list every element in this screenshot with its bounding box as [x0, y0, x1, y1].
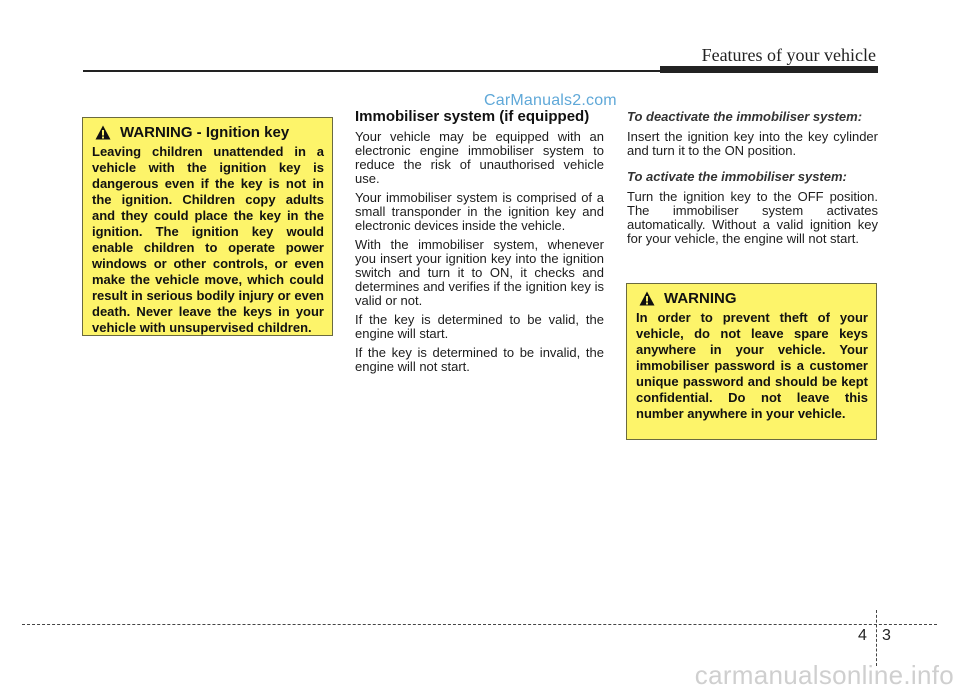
activation-section [627, 110, 878, 251]
page-number: 3 [882, 627, 891, 644]
activate-text: Turn the ignition key to the OFF position. The immobiliser system activates automatically. Without a valid ignition key for your vehicle, the engine will not start. [627, 189, 878, 246]
warning-body: Leaving children unattended in a vehicle with the ignition key is dangerous even if the key is not in the ignition. Children copy adults and they could place the key in the ignition. The ignition key would enable children to operate power windows or other controls, or even make the vehicle move, which could result in serious bodily injury or even death. Never leave the keys in your vehicle with unsupervised children. [92, 144, 324, 335]
footer-rule [22, 624, 937, 625]
paragraph: If the key is determined to be valid, the engine will start. [355, 312, 604, 341]
warning-body: In order to prevent theft of your vehicle, do not leave spare keys anywhere in your vehicle. Your immobiliser password is a customer unique password and should be kept confidential. Do not leave this number anywhere in your vehicle. [636, 310, 868, 421]
chapter-number: 4 [858, 627, 867, 644]
deactivate-heading: To deactivate the immobiliser system: [627, 109, 863, 124]
footer-divider [876, 610, 877, 666]
warning-title: WARNING [664, 290, 737, 307]
activate-heading: To activate the immobiliser system: [627, 169, 847, 184]
warning-triangle-icon [639, 291, 655, 306]
immobiliser-section [355, 110, 604, 379]
bottom-watermark: carmanualsonline.info [694, 660, 954, 689]
section-heading: Immobiliser system (if equipped) [355, 108, 590, 125]
warning-box-theft [626, 283, 877, 440]
watermark: CarManuals2.com [484, 92, 617, 109]
warning-box-ignition-key [82, 117, 333, 336]
warning-title: WARNING - Ignition key [120, 124, 290, 141]
header-rule [83, 70, 660, 72]
warning-triangle-icon [95, 125, 111, 140]
header-rule-accent [660, 66, 878, 73]
paragraph: If the key is determined to be invalid, the engine will not start. [355, 345, 604, 374]
page-header-title: Features of your vehicle [701, 45, 876, 65]
paragraph: Your vehicle may be equipped with an electronic engine immobiliser system to reduce the risk of unauthorised vehicle use. [355, 129, 604, 186]
paragraph: With the immobiliser system, whenever you insert your ignition key into the ignition switch and turn it to ON, it checks and determines and verifies if the ignition key is valid or not. [355, 237, 604, 308]
paragraph: Your immobiliser system is comprised of a small transponder in the ignition key and electronic devices inside the vehicle. [355, 190, 604, 233]
deactivate-text: Insert the ignition key into the key cylinder and turn it to the ON position. [627, 129, 878, 158]
